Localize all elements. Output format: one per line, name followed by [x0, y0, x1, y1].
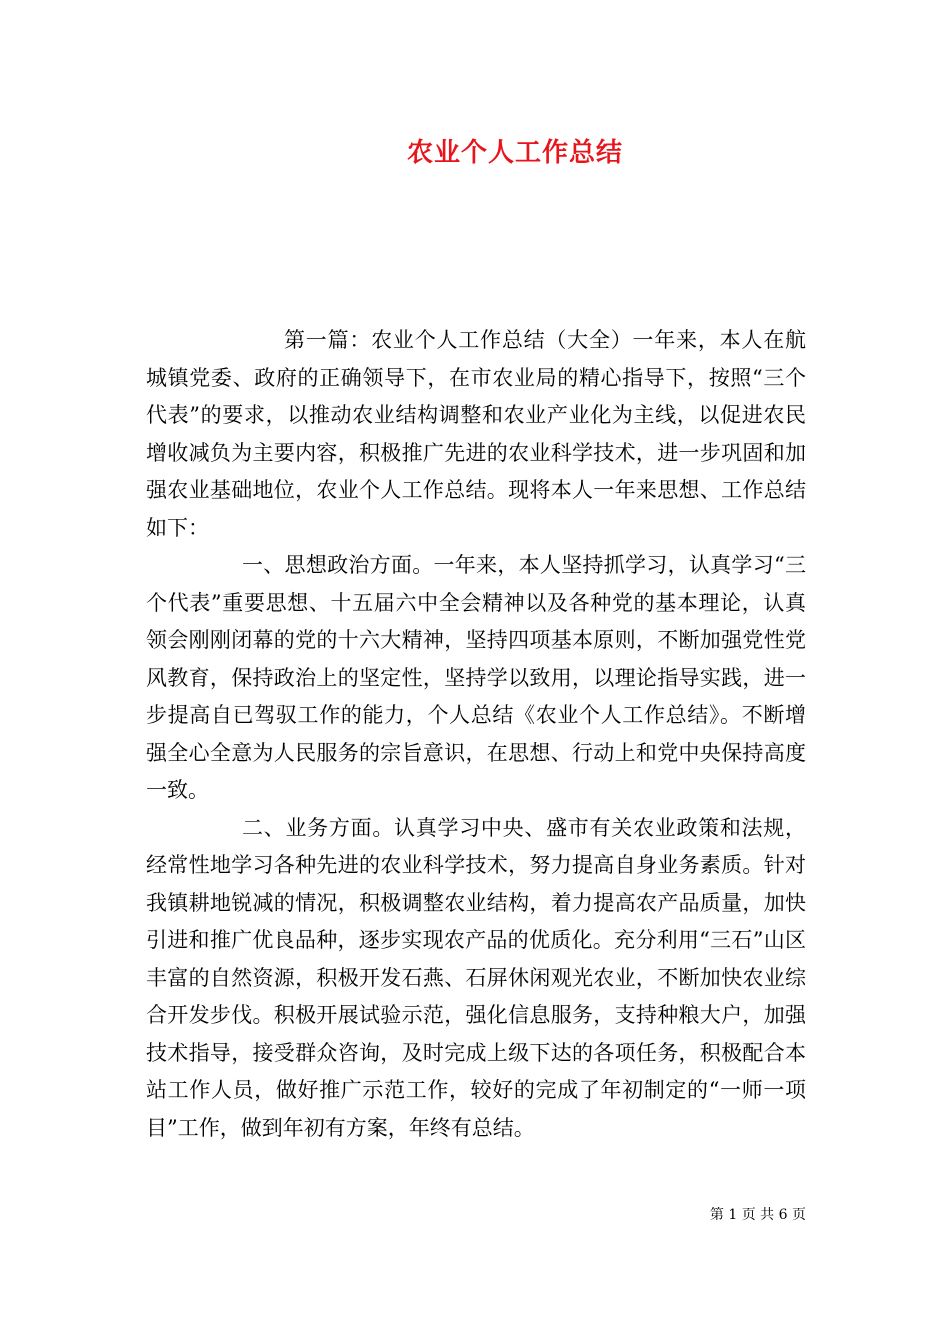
- paragraph-ideology-politics: 一、思想政治方面。一年来，本人坚持抓学习，认真学习“三个代表”重要思想、十五届六中全会精神以及各种党的基本理论，认真领会刚刚闭幕的党的十六大精神，坚持四项基本原则，不断加强党性党风教育，保持政治上的坚定性，坚持学以致用，以理论指导实践，进一步提高自已驾驭工作的能力，个人总结《农业个人工作总结》。不断增强全心全意为人民服务的宗旨意识，在思想、行动上和党中央保持高度一致。: [146, 553, 806, 802]
- page-number-footer: 第 1 页 共 6 页: [709, 1207, 806, 1223]
- page-title: 农业个人工作总结: [406, 138, 623, 168]
- paragraph-intro: 第一篇：农业个人工作总结（大全）一年来，本人在航城镇党委、政府的正确领导下，在市农业局的精心指导下，按照“三个代表”的要求，以推动农业结构调整和农业产业化为主线，以促进农民增收减负为主要内容，积极推广先进的农业科学技术，进一步巩固和加强农业基础地位，农业个人工作总结。现将本人一年来思想、工作总结如下：: [146, 328, 806, 540]
- paragraph-business: 二、业务方面。认真学习中央、盛市有关农业政策和法规，经常性地学习各种先进的农业科学技术，努力提高自身业务素质。针对我镇耕地锐减的情况，积极调整农业结构，着力提高农产品质量，加快引进和推广优良品种，逐步实现农产品的优质化。充分利用“三石”山区丰富的自然资源，积极开发石燕、石屏休闲观光农业，不断加快农业综合开发步伐。积极开展试验示范，强化信息服务，支持种粮大户，加强技术指导，接受群众咨询，及时完成上级下达的各项任务，积极配合本站工作人员，做好推广示范工作，较好的完成了年初制定的“一师一项目”工作，做到年初有方案，年终有总结。: [146, 815, 806, 1140]
- document-body: [146, 322, 806, 1147]
